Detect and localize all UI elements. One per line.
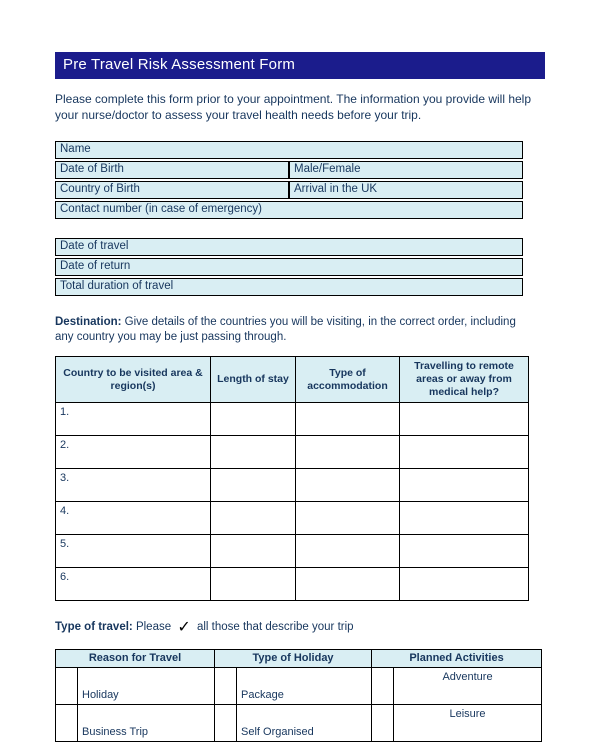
check-mark-icon: ✓: [177, 619, 191, 637]
destination-row-number-cell[interactable]: 2.: [56, 436, 211, 469]
header-length-of-stay: Length of stay: [211, 357, 296, 403]
date-of-return-cell[interactable]: Date of return: [55, 258, 523, 276]
table-header-row: [56, 357, 529, 403]
destination-input-cell[interactable]: [296, 403, 400, 436]
type-of-travel-table: [55, 649, 542, 742]
table-row: [56, 403, 529, 436]
destination-input-cell[interactable]: [400, 403, 529, 436]
checkbox-cell-business-trip[interactable]: [56, 704, 78, 741]
header-planned-activities: Planned Activities: [372, 649, 542, 667]
reason-holiday-label: Holiday: [78, 667, 215, 704]
country-of-birth-cell[interactable]: Country of Birth: [55, 181, 289, 199]
destination-table: [55, 356, 529, 601]
checkbox-cell-package[interactable]: [215, 667, 237, 704]
destination-row-number-cell[interactable]: 5.: [56, 535, 211, 568]
form-title-bar: [55, 52, 545, 79]
destination-instruction: [55, 315, 533, 345]
destination-row-number-cell[interactable]: 1.: [56, 403, 211, 436]
destination-input-cell[interactable]: [400, 436, 529, 469]
personal-details-table: [55, 139, 523, 221]
table-row: [55, 201, 523, 219]
destination-input-cell[interactable]: [211, 403, 296, 436]
destination-input-cell[interactable]: [400, 502, 529, 535]
table-row: [56, 535, 529, 568]
destination-input-cell[interactable]: [296, 436, 400, 469]
destination-label: Destination:: [55, 315, 122, 328]
header-type-of-holiday: Type of Holiday: [215, 649, 372, 667]
table-row: [56, 667, 542, 704]
header-remote-areas: Travelling to remote areas or away from medical help?: [400, 357, 529, 403]
destination-row-number-cell[interactable]: 3.: [56, 469, 211, 502]
table-row: [56, 469, 529, 502]
activity-leisure-label: Leisure: [394, 704, 542, 741]
intro-text: Please complete this form prior to your appointment. The information you provide will help your nurse/doctor to assess your travel health needs before your trip.: [55, 92, 532, 122]
gender-cell[interactable]: Male/Female: [289, 161, 523, 179]
type-of-travel-post: all those that describe your trip: [196, 621, 354, 634]
destination-input-cell[interactable]: [400, 535, 529, 568]
date-of-birth-cell[interactable]: Date of Birth: [55, 161, 289, 179]
destination-input-cell[interactable]: [296, 535, 400, 568]
destination-input-cell[interactable]: [400, 469, 529, 502]
table-row: [56, 502, 529, 535]
checkbox-cell-holiday[interactable]: [56, 667, 78, 704]
table-row: [56, 704, 542, 741]
date-of-travel-cell[interactable]: Date of travel: [55, 238, 523, 256]
destination-row-number-cell[interactable]: 6.: [56, 568, 211, 601]
checkbox-cell-adventure[interactable]: [372, 667, 394, 704]
destination-input-cell[interactable]: [296, 568, 400, 601]
form-page: [55, 52, 545, 742]
table-row: [55, 141, 523, 159]
table-row: [55, 238, 523, 256]
type-of-travel-instruction: [55, 617, 545, 637]
reason-business-trip-label: Business Trip: [78, 704, 215, 741]
destination-input-cell[interactable]: [211, 502, 296, 535]
destination-row-number-cell[interactable]: 4.: [56, 502, 211, 535]
header-country-visited: Country to be visited area & region(s): [56, 357, 211, 403]
table-row: [56, 436, 529, 469]
table-row: [56, 568, 529, 601]
destination-input-cell[interactable]: [211, 535, 296, 568]
holiday-type-self-organised-label: Self Organised: [237, 704, 372, 741]
destination-input-cell[interactable]: [211, 436, 296, 469]
table-row: [55, 161, 523, 179]
name-field-cell[interactable]: Name: [55, 141, 523, 159]
destination-input-cell[interactable]: [400, 568, 529, 601]
arrival-in-uk-cell[interactable]: Arrival in the UK: [289, 181, 523, 199]
type-of-travel-pre: Please: [135, 621, 172, 634]
emergency-contact-cell[interactable]: Contact number (in case of emergency): [55, 201, 523, 219]
travel-dates-table: [55, 236, 523, 298]
total-duration-cell[interactable]: Total duration of travel: [55, 278, 523, 296]
destination-input-cell[interactable]: [211, 568, 296, 601]
header-reason-for-travel: Reason for Travel: [56, 649, 215, 667]
checkbox-cell-leisure[interactable]: [372, 704, 394, 741]
holiday-type-package-label: Package: [237, 667, 372, 704]
table-header-row: [56, 649, 542, 667]
table-row: [55, 258, 523, 276]
table-row: [55, 181, 523, 199]
destination-input-cell[interactable]: [296, 502, 400, 535]
destination-instruction-text: Give details of the countries you will be visiting, in the correct order, including any country you may be just passing through.: [55, 315, 516, 343]
destination-input-cell[interactable]: [296, 469, 400, 502]
activity-adventure-label: Adventure: [394, 667, 542, 704]
type-of-travel-label: Type of travel:: [55, 621, 133, 634]
form-title: Pre Travel Risk Assessment Form: [63, 56, 296, 73]
destination-input-cell[interactable]: [211, 469, 296, 502]
table-row: [55, 278, 523, 296]
checkbox-cell-self-organised[interactable]: [215, 704, 237, 741]
header-accommodation: Type of accommodation: [296, 357, 400, 403]
